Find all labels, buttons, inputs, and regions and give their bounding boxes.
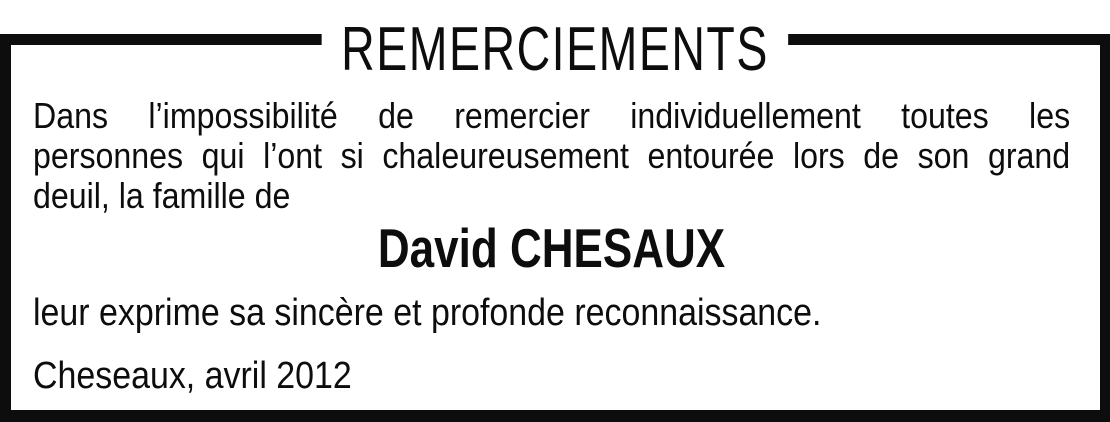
body-line-2: personnes qui l’ont si chaleureusement entourée lors de son grand [33, 135, 1071, 176]
notice-title: REMERCIEMENTS [322, 19, 789, 81]
body-line-3: deuil, la famille de [33, 175, 291, 216]
place-date-line: Cheseaux, avril 2012 [33, 355, 352, 397]
notice-content [11, 45, 1100, 398]
notice-frame [0, 34, 1110, 422]
deceased-name: David CHESAUX [377, 217, 726, 279]
body-line-1: Dans l’impossibilité de remercier individuellement toutes les [33, 95, 1071, 136]
gratitude-line: leur exprime sa sincère et profonde reconnaissance. [33, 292, 822, 334]
